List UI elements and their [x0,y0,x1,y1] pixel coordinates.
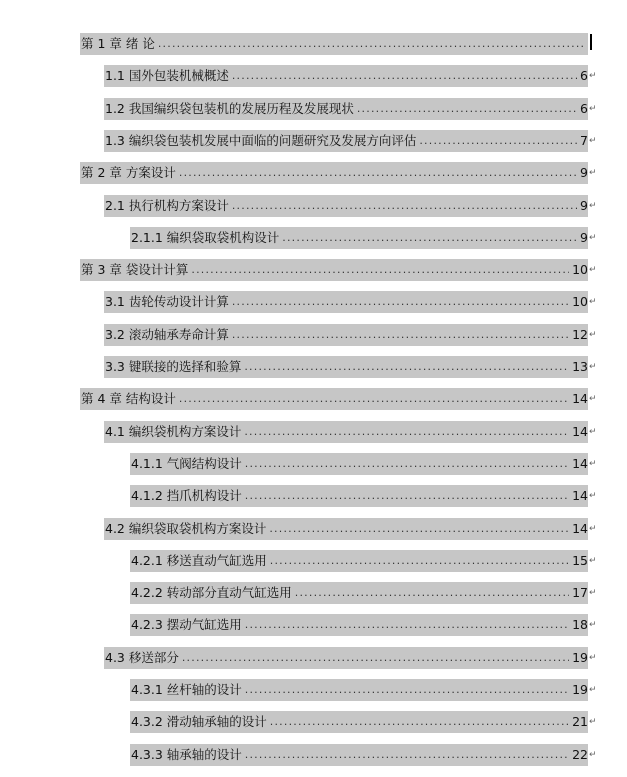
text-cursor [590,34,592,50]
toc-entry[interactable] [130,582,588,604]
toc-page-number: 15 [572,553,588,568]
toc-page-number: 21 [572,714,588,729]
toc-entry-title: 3.2 滚动轴承寿命计算 [105,327,229,342]
return-arrow-icon: ↵ [589,297,597,307]
toc-page-number: 22 [572,747,588,762]
toc-page-number: 19 [572,682,588,697]
toc-entry[interactable] [104,421,588,443]
toc-entry-title: 4.2.3 摆动气缸选用 [131,617,242,632]
return-arrow-icon: ↵ [589,427,597,437]
toc-entry[interactable] [80,388,588,410]
toc-entry[interactable] [130,744,588,766]
toc-page-number: 14 [572,424,588,439]
toc-entry[interactable] [104,647,588,669]
toc-entry[interactable] [80,259,588,281]
toc-page-number: 9 [580,165,588,180]
toc-page-number: 7 [580,133,588,148]
return-arrow-icon: ↵ [589,588,597,598]
toc-entry-title: 2.1.1 编织袋取袋机构设计 [131,230,280,245]
toc-entry-title: 第 3 章 袋设计计算 [81,262,189,277]
return-arrow-icon: ↵ [589,750,597,760]
toc-entry-title: 4.1.2 挡爪机构设计 [131,488,242,503]
toc-leader-dots [245,614,569,636]
toc-leader-dots [269,518,569,540]
toc-page-number: 18 [572,617,588,632]
toc-entry-title: 4.3.2 滑动轴承轴的设计 [131,714,267,729]
toc-entry-title: 第 1 章 绪 论 [81,36,155,51]
toc-entry[interactable] [80,33,588,55]
toc-leader-dots [182,647,569,669]
return-arrow-icon: ↵ [589,620,597,630]
return-arrow-icon: ↵ [589,362,597,372]
toc-entry[interactable] [104,130,588,152]
return-arrow-icon: ↵ [589,524,597,534]
toc-entry-title: 4.3.1 丝杆轴的设计 [131,682,242,697]
toc-entry-title: 第 4 章 结构设计 [81,391,176,406]
toc-entry-title: 4.1.1 气阀结构设计 [131,456,242,471]
toc-entry[interactable] [130,614,588,636]
toc-leader-dots [232,291,569,313]
toc-entry-title: 4.2.1 移送直动气缸选用 [131,553,267,568]
toc-entry-title: 3.1 齿轮传动设计计算 [105,294,229,309]
toc-leader-dots [244,356,569,378]
toc-entry[interactable] [130,485,588,507]
toc-leader-dots [245,744,569,766]
toc-entry-title: 1.3 编织袋包装机发展中面临的问题研究及发展方向评估 [105,133,417,148]
return-arrow-icon: ↵ [589,71,597,81]
return-arrow-icon: ↵ [589,459,597,469]
toc-entry[interactable] [104,291,588,313]
toc-page-number: 14 [572,488,588,503]
toc-leader-dots [245,485,569,507]
toc-page-number: 6 [580,68,588,83]
toc-page-number: 10 [572,262,588,277]
toc-entry-title: 1.2 我国编织袋包装机的发展历程及发展现状 [105,101,354,116]
toc-leader-dots [232,324,569,346]
return-arrow-icon: ↵ [589,233,597,243]
toc-leader-dots [282,227,577,249]
toc-leader-dots [158,33,585,55]
toc-entry[interactable] [104,356,588,378]
toc-leader-dots [232,195,577,217]
toc-entry[interactable] [130,453,588,475]
toc-page-number: 9 [580,198,588,213]
return-arrow-icon: ↵ [589,394,597,404]
toc-entry[interactable] [104,65,588,87]
toc-entry[interactable] [130,679,588,701]
return-arrow-icon: ↵ [589,136,597,146]
return-arrow-icon: ↵ [589,104,597,114]
toc-leader-dots [232,65,577,87]
return-arrow-icon: ↵ [589,201,597,211]
toc-leader-dots [357,98,577,120]
toc-entry-title: 第 2 章 方案设计 [81,165,176,180]
toc-entry-title: 4.3.3 轴承轴的设计 [131,747,242,762]
return-arrow-icon: ↵ [589,653,597,663]
toc-leader-dots [270,550,569,572]
toc-page-number: 13 [572,359,588,374]
toc-page-number: 14 [572,456,588,471]
toc-entry[interactable] [104,518,588,540]
toc-page-number: 19 [572,650,588,665]
toc-entry[interactable] [130,550,588,572]
toc-leader-dots [245,679,569,701]
toc-entry[interactable] [80,162,588,184]
return-arrow-icon: ↵ [589,717,597,727]
toc-leader-dots [270,711,569,733]
toc-page-number: 14 [572,521,588,536]
toc-entry-title: 4.1 编织袋机构方案设计 [105,424,242,439]
toc-leader-dots [179,388,569,410]
toc-entry-title: 4.2 编织袋取袋机构方案设计 [105,521,267,536]
return-arrow-icon: ↵ [589,330,597,340]
toc-page-number: 6 [580,101,588,116]
toc-entry[interactable] [130,711,588,733]
toc-entry[interactable] [104,195,588,217]
return-arrow-icon: ↵ [589,168,597,178]
toc-entry[interactable] [104,98,588,120]
toc-entry-title: 4.2.2 转动部分直动气缸选用 [131,585,292,600]
toc-leader-dots [245,453,569,475]
toc-leader-dots [295,582,569,604]
toc-page-number: 14 [572,391,588,406]
toc-leader-dots [179,162,577,184]
toc-entry-title: 1.1 国外包装机械概述 [105,68,229,83]
toc-page-number: 17 [572,585,588,600]
toc-entry-title: 4.3 移送部分 [105,650,179,665]
return-arrow-icon: ↵ [589,685,597,695]
toc-entry-title: 3.3 键联接的选择和验算 [105,359,242,374]
toc-entry[interactable] [104,324,588,346]
toc-entry[interactable] [130,227,588,249]
return-arrow-icon: ↵ [589,491,597,501]
toc-page-number: 9 [580,230,588,245]
toc-leader-dots [191,259,569,281]
return-arrow-icon: ↵ [589,556,597,566]
toc-entry-title: 2.1 执行机构方案设计 [105,198,229,213]
toc-page-number: 12 [572,327,588,342]
return-arrow-icon: ↵ [589,265,597,275]
toc-leader-dots [419,130,577,152]
toc-page-number: 10 [572,294,588,309]
toc-leader-dots [244,421,569,443]
